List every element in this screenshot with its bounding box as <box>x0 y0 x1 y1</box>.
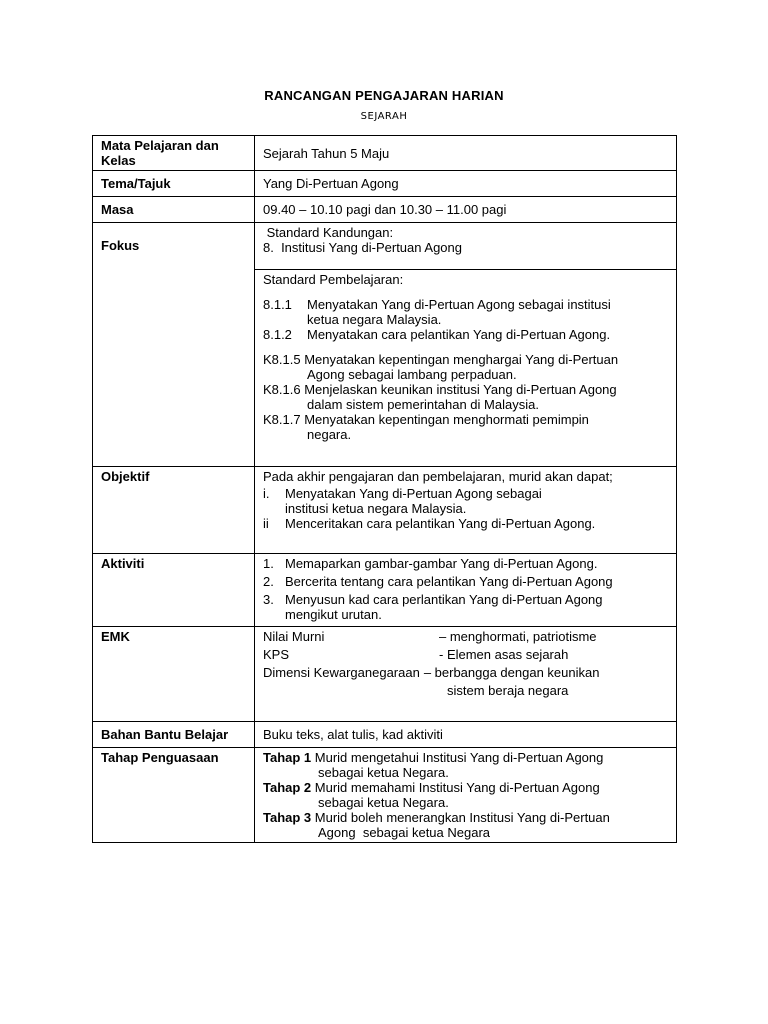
label-emk: EMK <box>93 627 255 722</box>
aktiviti-item <box>263 574 670 589</box>
aktiviti-num: 1. <box>263 556 274 571</box>
emk-item <box>263 665 670 680</box>
row-emk <box>93 627 677 722</box>
objektif-intro: Pada akhir pengajaran dan pembelajaran, murid akan dapat; <box>263 469 613 484</box>
tahap-level: Tahap 2 <box>263 780 312 795</box>
aktiviti-item <box>263 592 670 622</box>
page-subtitle: SEJARAH <box>360 111 408 122</box>
tahap-text-cont: Agong sebagai ketua Negara <box>318 825 491 840</box>
row-mata-pelajaran <box>93 136 677 171</box>
value-mata-pelajaran: Sejarah Tahun 5 Maju <box>255 136 677 171</box>
value-bahan: Buku teks, alat tulis, kad aktiviti <box>255 722 677 748</box>
emk-key: KPS <box>263 647 290 662</box>
objektif-text: Menyatakan Yang di-Pertuan Agong sebagai <box>285 486 542 501</box>
k-text-cont: dalam sistem pemerintahan di Malaysia. <box>307 397 539 412</box>
tahap-text: Murid boleh menerangkan Institusi Yang di-Pertuan <box>311 810 610 825</box>
value-masa: 09.40 – 10.10 pagi dan 10.30 – 11.00 pagi <box>255 197 677 223</box>
label-mata-pelajaran: Mata Pelajaran dan Kelas <box>93 136 255 171</box>
sp-code: 8.1.1 <box>263 297 292 312</box>
value-tema: Yang Di-Pertuan Agong <box>255 171 677 197</box>
standard-pembelajaran <box>255 270 677 467</box>
emk-item <box>263 629 670 644</box>
row-fokus-sk <box>93 223 677 270</box>
objektif-item <box>263 516 670 531</box>
emk-value: - Elemen asas sejarah <box>439 647 569 662</box>
k-text: K8.1.7 Menyatakan kepentingan menghormati pemimpin <box>263 412 589 427</box>
k-text-cont: negara. <box>307 427 352 442</box>
value-aktiviti <box>255 554 677 627</box>
value-objektif <box>255 467 677 554</box>
tahap-item <box>263 780 670 810</box>
sp-heading: Standard Pembelajaran: <box>263 272 404 287</box>
objektif-num: ii <box>263 516 269 531</box>
k-item <box>263 382 670 412</box>
row-objektif <box>93 467 677 554</box>
value-emk <box>255 627 677 722</box>
k-item <box>263 412 670 442</box>
sp-text: Menyatakan Yang di-Pertuan Agong sebagai institusi <box>307 297 611 312</box>
k-item <box>263 352 670 382</box>
label-objektif: Objektif <box>93 467 255 554</box>
k-text-cont: Agong sebagai lambang perpaduan. <box>307 367 517 382</box>
emk-key: Nilai Murni <box>263 629 325 644</box>
tahap-item <box>263 810 670 840</box>
objektif-item <box>263 486 670 516</box>
aktiviti-text-cont: mengikut urutan. <box>285 607 382 622</box>
aktiviti-item <box>263 556 670 571</box>
emk-key: Dimensi Kewarganegaraan <box>263 665 420 680</box>
objektif-text: Menceritakan cara pelantikan Yang di-Pertuan Agong. <box>285 516 596 531</box>
emk-value-cont: sistem beraja negara <box>447 683 569 698</box>
objektif-text-cont: institusi ketua negara Malaysia. <box>285 501 467 516</box>
sp-text: Menyatakan cara pelantikan Yang di-Pertuan Agong. <box>307 327 611 342</box>
tahap-text-cont: sebagai ketua Negara. <box>318 795 449 810</box>
label-bahan: Bahan Bantu Belajar <box>93 722 255 748</box>
tahap-item <box>263 750 670 780</box>
label-masa: Masa <box>93 197 255 223</box>
row-bahan <box>93 722 677 748</box>
emk-item <box>263 647 670 662</box>
label-fokus <box>93 223 255 467</box>
aktiviti-text: Bercerita tentang cara pelantikan Yang di-Pertuan Agong <box>285 574 613 589</box>
label-fokus-text: Fokus <box>101 238 140 253</box>
k-text: K8.1.5 Menyatakan kepentingan menghargai Yang di-Pertuan <box>263 352 619 367</box>
tahap-text-cont: sebagai ketua Negara. <box>318 765 449 780</box>
aktiviti-text: Menyusun kad cara perlantikan Yang di-Pertuan Agong <box>285 592 603 607</box>
tahap-level: Tahap 3 <box>263 810 312 825</box>
tahap-level: Tahap 1 <box>263 750 312 765</box>
objektif-num: i. <box>263 486 270 501</box>
tahap-text: Murid memahami Institusi Yang di-Pertuan Agong <box>311 780 600 795</box>
row-masa <box>93 197 677 223</box>
sk-heading: Standard Kandungan: <box>263 225 394 240</box>
sp-text-cont: ketua negara Malaysia. <box>307 312 442 327</box>
sp-item <box>263 297 670 327</box>
sp-item <box>263 327 670 342</box>
aktiviti-text: Memaparkan gambar-gambar Yang di-Pertuan Agong. <box>285 556 598 571</box>
emk-value: – berbangga dengan keunikan <box>423 665 600 680</box>
standard-kandungan <box>255 223 677 270</box>
aktiviti-num: 3. <box>263 592 274 607</box>
label-tema: Tema/Tajuk <box>93 171 255 197</box>
label-tahap: Tahap Penguasaan <box>93 748 255 843</box>
sk-item: 8. Institusi Yang di-Pertuan Agong <box>263 240 462 255</box>
label-aktiviti: Aktiviti <box>93 554 255 627</box>
page-title: RANCANGAN PENGAJARAN HARIAN <box>264 88 504 103</box>
row-aktiviti <box>93 554 677 627</box>
sp-code: 8.1.2 <box>263 327 292 342</box>
aktiviti-num: 2. <box>263 574 274 589</box>
emk-value: – menghormati, patriotisme <box>439 629 597 644</box>
lesson-plan-table <box>92 135 677 843</box>
row-tahap <box>93 748 677 843</box>
k-text: K8.1.6 Menjelaskan keunikan institusi Yang di-Pertuan Agong <box>263 382 617 397</box>
tahap-text: Murid mengetahui Institusi Yang di-Pertuan Agong <box>311 750 604 765</box>
value-tahap <box>255 748 677 843</box>
row-tema <box>93 171 677 197</box>
